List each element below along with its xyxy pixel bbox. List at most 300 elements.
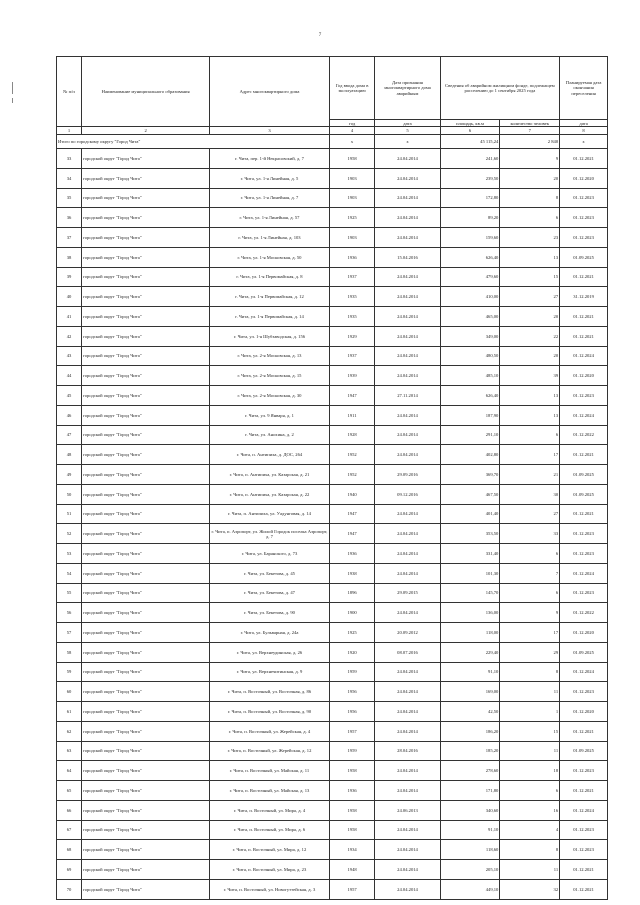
cell-no: 53 (57, 544, 82, 564)
cell-recognition-date: 08.07.2016 (375, 642, 440, 662)
cell-municipality: городской округ "Город Чита" (81, 149, 209, 169)
table-row (57, 603, 608, 623)
cell-recognition-date: 24.04.2014 (375, 405, 440, 425)
cell-people: 27 (500, 504, 560, 524)
cell-area: 186,20 (440, 721, 500, 741)
cell-people: 7 (500, 563, 560, 583)
cell-municipality: городской округ "Город Чита" (81, 504, 209, 524)
cell-planned-date: 01.12.2023 (560, 840, 608, 860)
cell-year: 1959 (329, 662, 375, 682)
cell-address: г. Чита, пер. 1-й Некрасовский, д. 7 (210, 149, 330, 169)
cell-year: 1957 (329, 879, 375, 899)
total-people: 2 840 (500, 135, 560, 149)
cell-no: 64 (57, 761, 82, 781)
header-no: № п/п (57, 57, 82, 127)
header-recognition: Дата признания многоквартирного дома аварийным (375, 57, 440, 120)
cell-planned-date: 01.12.2020 (560, 623, 608, 643)
cell-address: г. Чита, ул. 9 Января, д. 1 (210, 405, 330, 425)
cell-area: 291,10 (440, 425, 500, 445)
cell-no: 49 (57, 465, 82, 485)
cell-address: г. Чита, ул. Бульварная, д. 24а (210, 623, 330, 643)
cell-municipality: городской округ "Город Чита" (81, 761, 209, 781)
cell-municipality: городской округ "Город Чита" (81, 702, 209, 722)
cell-planned-date: 01.12.2023 (560, 188, 608, 208)
cell-area: 353,50 (440, 524, 500, 544)
table-row (57, 484, 608, 504)
cell-no: 35 (57, 188, 82, 208)
cell-address: г. Чита, ул. 1-я Первомайская, д. 12 (210, 287, 330, 307)
cell-year: 1937 (329, 267, 375, 287)
cell-year: 1936 (329, 544, 375, 564)
cell-planned-date: 01.12.2021 (560, 721, 608, 741)
cell-no: 50 (57, 484, 82, 504)
cell-recognition-date: 24.04.2014 (375, 781, 440, 801)
cell-municipality: городской округ "Город Чита" (81, 524, 209, 544)
cell-no: 57 (57, 623, 82, 643)
cell-no: 66 (57, 800, 82, 820)
cell-planned-date: 01.12.2020 (560, 168, 608, 188)
cell-planned-date: 01.12.2021 (560, 307, 608, 327)
subheader-date2: дата (560, 120, 608, 127)
col-number: 1 (57, 127, 82, 135)
cell-planned-date: 01.12.2024 (560, 405, 608, 425)
cell-area: 485,10 (440, 366, 500, 386)
cell-no: 51 (57, 504, 82, 524)
cell-year: 1903 (329, 188, 375, 208)
cell-people: 9 (500, 149, 560, 169)
table-row (57, 662, 608, 682)
cell-no: 67 (57, 820, 82, 840)
cell-year: 1937 (329, 346, 375, 366)
cell-people: 27 (500, 287, 560, 307)
cell-no: 58 (57, 642, 82, 662)
cell-municipality: городской округ "Город Чита" (81, 425, 209, 445)
cell-area: 118,00 (440, 623, 500, 643)
cell-area: 479,60 (440, 267, 500, 287)
cell-address: г. Чита, п. Антипиха, ул. Казарская, д. 21 (210, 465, 330, 485)
cell-recognition-date: 24.04.2014 (375, 504, 440, 524)
cell-municipality: городской округ "Город Чита" (81, 405, 209, 425)
cell-people: 32 (500, 879, 560, 899)
cell-municipality: городской округ "Город Чита" (81, 741, 209, 761)
margin-mark (12, 98, 16, 103)
cell-area: 187,90 (440, 405, 500, 425)
cell-address: г. Чита, ул. 1-я Линейная, д. 57 (210, 208, 330, 228)
cell-area: 369,70 (440, 465, 500, 485)
cell-address: г. Чита, п. Восточный, ул. Восточная, д. 86 (210, 682, 330, 702)
cell-planned-date: 01.12.2022 (560, 425, 608, 445)
cell-area: 410,00 (440, 287, 500, 307)
cell-people: 17 (500, 445, 560, 465)
cell-planned-date: 01.12.2023 (560, 208, 608, 228)
cell-area: 118,60 (440, 840, 500, 860)
table-row (57, 524, 608, 544)
cell-year: 1952 (329, 465, 375, 485)
cell-address: г. Чита, п. Антипиха, д. ДОС, 264 (210, 445, 330, 465)
table-row (57, 741, 608, 761)
cell-planned-date: 01.12.2022 (560, 603, 608, 623)
col-number: 7 (500, 127, 560, 135)
cell-year: 1958 (329, 800, 375, 820)
cell-recognition-date: 15.04.2016 (375, 247, 440, 267)
table-row (57, 445, 608, 465)
cell-year: 1925 (329, 623, 375, 643)
cell-people: 20 (500, 346, 560, 366)
header-planned: Планируемая дата окончания переселения (560, 57, 608, 120)
cell-address: г. Чита, п. Восточный, ул. Новогуттейская, д. 3 (210, 879, 330, 899)
cell-area: 159,60 (440, 228, 500, 248)
table-row (57, 267, 608, 287)
cell-people: 13 (500, 386, 560, 406)
cell-year: 1958 (329, 149, 375, 169)
cell-address: г. Чита, п. Антипиха, ул. Уадунговая, д. 14 (210, 504, 330, 524)
cell-people: 9 (500, 603, 560, 623)
cell-people: 16 (500, 800, 560, 820)
cell-municipality: городской округ "Город Чита" (81, 603, 209, 623)
cell-planned-date: 01.12.2021 (560, 781, 608, 801)
cell-people: 15 (500, 267, 560, 287)
cell-address: г. Чита, ул. 1-я Линейная, д. 103 (210, 228, 330, 248)
cell-municipality: городской округ "Город Чита" (81, 346, 209, 366)
cell-planned-date: 31.12.2019 (560, 287, 608, 307)
total-area: 45 115,24 (440, 135, 500, 149)
cell-recognition-date: 24.04.2014 (375, 879, 440, 899)
header-address: Адрес многоквартирного дома (210, 57, 330, 127)
table-row (57, 326, 608, 346)
cell-people: 23 (500, 228, 560, 248)
cell-people: 39 (500, 366, 560, 386)
cell-recognition-date: 24.04.2014 (375, 603, 440, 623)
cell-recognition-date: 24.04.2014 (375, 267, 440, 287)
cell-people: 8 (500, 188, 560, 208)
cell-municipality: городской округ "Город Чита" (81, 168, 209, 188)
cell-year: 1940 (329, 484, 375, 504)
cell-area: 205,10 (440, 860, 500, 880)
cell-no: 68 (57, 840, 82, 860)
cell-year: 1947 (329, 386, 375, 406)
table-row (57, 307, 608, 327)
cell-address: г. Чита, п. Восточный, ул. Мира, д. 4 (210, 800, 330, 820)
cell-recognition-date: 24.04.2014 (375, 860, 440, 880)
cell-area: 42,50 (440, 702, 500, 722)
cell-recognition-date: 24.06.2013 (375, 800, 440, 820)
table-row (57, 563, 608, 583)
cell-municipality: городской округ "Город Чита" (81, 800, 209, 820)
cell-year: 1958 (329, 820, 375, 840)
cell-address: г. Чита, ул. Верхнечитинская, д. 9 (210, 662, 330, 682)
cell-area: 349,00 (440, 326, 500, 346)
cell-area: 340,60 (440, 800, 500, 820)
cell-no: 39 (57, 267, 82, 287)
cell-year: 1939 (329, 366, 375, 386)
table-row (57, 228, 608, 248)
cell-municipality: городской округ "Город Чита" (81, 820, 209, 840)
cell-people: 20 (500, 168, 560, 188)
cell-year: 1956 (329, 682, 375, 702)
header-year: Год ввода дома в эксплуатацию (329, 57, 375, 120)
cell-people: 8 (500, 662, 560, 682)
cell-municipality: городской округ "Город Чита" (81, 307, 209, 327)
cell-planned-date: 01.12.2021 (560, 879, 608, 899)
cell-no: 52 (57, 524, 82, 544)
cell-area: 145,70 (440, 583, 500, 603)
total-year: x (329, 135, 375, 149)
cell-planned-date: 01.12.2021 (560, 445, 608, 465)
cell-recognition-date: 24.04.2014 (375, 662, 440, 682)
cell-no: 65 (57, 781, 82, 801)
cell-address: г. Чита, п. Восточный, ул. Восточная, д. 90 (210, 702, 330, 722)
cell-municipality: городской округ "Город Чита" (81, 247, 209, 267)
subheader-year: год (329, 120, 375, 127)
cell-year: 1900 (329, 603, 375, 623)
cell-no: 37 (57, 228, 82, 248)
cell-recognition-date: 24.04.2014 (375, 168, 440, 188)
cell-recognition-date: 24.04.2014 (375, 840, 440, 860)
cell-people: 13 (500, 247, 560, 267)
table-row (57, 287, 608, 307)
cell-area: 185,20 (440, 741, 500, 761)
cell-year: 1938 (329, 563, 375, 583)
cell-no: 62 (57, 721, 82, 741)
cell-area: 480,50 (440, 346, 500, 366)
cell-no: 56 (57, 603, 82, 623)
subheader-date: дата (375, 120, 440, 127)
cell-year: 1958 (329, 761, 375, 781)
cell-no: 70 (57, 879, 82, 899)
cell-recognition-date: 24.04.2014 (375, 326, 440, 346)
cell-planned-date: 01.12.2021 (560, 149, 608, 169)
cell-area: 402,80 (440, 445, 500, 465)
cell-no: 46 (57, 405, 82, 425)
cell-year: 1948 (329, 860, 375, 880)
cell-area: 101,30 (440, 563, 500, 583)
col-number: 2 (81, 127, 209, 135)
table-row (57, 208, 608, 228)
table-row (57, 346, 608, 366)
table-row (57, 860, 608, 880)
cell-planned-date: 01.12.2023 (560, 386, 608, 406)
cell-no: 33 (57, 149, 82, 169)
cell-recognition-date: 24.04.2014 (375, 346, 440, 366)
cell-address: г. Чита, п. Восточный, ул. Майская, д. 13 (210, 781, 330, 801)
cell-municipality: городской округ "Город Чита" (81, 781, 209, 801)
cell-municipality: городской округ "Город Чита" (81, 544, 209, 564)
table-row (57, 642, 608, 662)
cell-address: г. Чита, ул. 1-я Линейная, д. 5 (210, 168, 330, 188)
cell-municipality: городской округ "Город Чита" (81, 386, 209, 406)
cell-recognition-date: 27.11.2014 (375, 386, 440, 406)
cell-year: 1959 (329, 741, 375, 761)
table-row (57, 721, 608, 741)
col-number: 8 (560, 127, 608, 135)
table-row (57, 840, 608, 860)
cell-municipality: городской округ "Город Чита" (81, 682, 209, 702)
cell-recognition-date: 24.04.2014 (375, 208, 440, 228)
cell-address: г. Чита, ул. 2-я Московская, д. 15 (210, 366, 330, 386)
cell-municipality: городской округ "Город Чита" (81, 879, 209, 899)
cell-recognition-date: 24.04.2014 (375, 425, 440, 445)
cell-area: 449,10 (440, 879, 500, 899)
table-row (57, 188, 608, 208)
cell-planned-date: 01.12.2024 (560, 800, 608, 820)
cell-year: 1956 (329, 702, 375, 722)
table-row (57, 366, 608, 386)
total-date: x (375, 135, 440, 149)
cell-municipality: городской округ "Город Чита" (81, 860, 209, 880)
cell-year: 1957 (329, 721, 375, 741)
page-number: 7 (318, 33, 322, 38)
cell-address: г. Чита, ул. 1-я Линейная, д. 7 (210, 188, 330, 208)
cell-year: 1903 (329, 168, 375, 188)
table-row (57, 544, 608, 564)
col-number: 4 (329, 127, 375, 135)
cell-municipality: городской округ "Город Чита" (81, 287, 209, 307)
cell-recognition-date: 28.04.2016 (375, 741, 440, 761)
cell-no: 43 (57, 346, 82, 366)
cell-year: 1952 (329, 445, 375, 465)
header-municipality: Наименование муниципального образования (81, 57, 209, 127)
table-row (57, 820, 608, 840)
cell-address: г. Чита, п. Восточный, ул. Мира, д. 6 (210, 820, 330, 840)
table-row (57, 781, 608, 801)
cell-planned-date: 01.12.2021 (560, 267, 608, 287)
cell-recognition-date: 29.09.2015 (375, 583, 440, 603)
cell-no: 55 (57, 583, 82, 603)
cell-municipality: городской округ "Город Чита" (81, 662, 209, 682)
cell-address: г. Чита, ул. 1-я Московская, д. 50 (210, 247, 330, 267)
cell-address: г. Чита, ул. Верхнеудинская, д. 26 (210, 642, 330, 662)
cell-no: 69 (57, 860, 82, 880)
cell-recognition-date: 24.04.2014 (375, 761, 440, 781)
cell-year: 1925 (329, 208, 375, 228)
cell-no: 40 (57, 287, 82, 307)
cell-year: 1911 (329, 405, 375, 425)
cell-recognition-date: 24.04.2014 (375, 149, 440, 169)
cell-area: 401,40 (440, 504, 500, 524)
cell-area: 172,80 (440, 188, 500, 208)
cell-planned-date: 01.12.2023 (560, 524, 608, 544)
cell-municipality: городской округ "Город Чита" (81, 465, 209, 485)
cell-people: 6 (500, 425, 560, 445)
cell-recognition-date: 24.04.2014 (375, 366, 440, 386)
cell-planned-date: 01.12.2020 (560, 366, 608, 386)
cell-address: г. Чита, п. Восточный, ул. Жерейская, д. 4 (210, 721, 330, 741)
cell-no: 38 (57, 247, 82, 267)
table-row (57, 879, 608, 899)
col-number: 5 (375, 127, 440, 135)
table-row (57, 583, 608, 603)
cell-people: 22 (500, 326, 560, 346)
cell-address: г. Чита, п. Антипиха, ул. Казарская, д. 22 (210, 484, 330, 504)
cell-address: г. Чита, п. Аэропорт, ул. Жилой Городок поселка Аэропорт, д. 7 (210, 524, 330, 544)
cell-address: г. Чита, ул. 2-я Московская, д. 13 (210, 346, 330, 366)
cell-recognition-date: 24.04.2014 (375, 544, 440, 564)
cell-municipality: городской округ "Город Чита" (81, 642, 209, 662)
cell-recognition-date: 24.04.2014 (375, 721, 440, 741)
cell-recognition-date: 24.04.2014 (375, 287, 440, 307)
cell-planned-date: 01.12.2024 (560, 563, 608, 583)
cell-area: 467,50 (440, 484, 500, 504)
cell-planned-date: 01.12.2024 (560, 662, 608, 682)
total-label: Итого по городскому округу "Город Чита" (57, 135, 330, 149)
cell-year: 1947 (329, 524, 375, 544)
table-row (57, 465, 608, 485)
cell-address: г. Чита, ул. 2-я Московская, д. 30 (210, 386, 330, 406)
cell-municipality: городской округ "Город Чита" (81, 721, 209, 741)
cell-year: 1920 (329, 642, 375, 662)
cell-recognition-date: 24.04.2014 (375, 820, 440, 840)
cell-address: г. Чита, ул. 1-я Первомайская, д. 14 (210, 307, 330, 327)
header-info: Сведения об аварийном жилищном фонде, подлежащем расселению до 1 сентября 2025 года (440, 57, 560, 120)
cell-people: 18 (500, 761, 560, 781)
cell-municipality: городской округ "Город Чита" (81, 563, 209, 583)
cell-people: 20 (500, 307, 560, 327)
cell-municipality: городской округ "Город Чита" (81, 208, 209, 228)
cell-planned-date: 01.12.2023 (560, 820, 608, 840)
cell-recognition-date: 29.09.2016 (375, 465, 440, 485)
cell-people: 6 (500, 781, 560, 801)
cell-municipality: городской округ "Город Чита" (81, 366, 209, 386)
cell-recognition-date: 24.04.2014 (375, 524, 440, 544)
cell-address: г. Чита, п. Восточный, ул. Майская, д. 11 (210, 761, 330, 781)
cell-people: 11 (500, 741, 560, 761)
cell-municipality: городской округ "Город Чита" (81, 623, 209, 643)
cell-address: г. Чита, ул. Бекетова, д. 90 (210, 603, 330, 623)
cell-area: 626,40 (440, 247, 500, 267)
cell-municipality: городской округ "Город Чита" (81, 267, 209, 287)
cell-area: 169,00 (440, 682, 500, 702)
cell-people: 11 (500, 682, 560, 702)
cell-area: 171,80 (440, 781, 500, 801)
cell-people: 6 (500, 583, 560, 603)
table-row (57, 504, 608, 524)
cell-planned-date: 01.12.2020 (560, 702, 608, 722)
cell-recognition-date: 24.04.2014 (375, 228, 440, 248)
cell-area: 229,40 (440, 642, 500, 662)
cell-no: 61 (57, 702, 82, 722)
table-row (57, 405, 608, 425)
cell-address: г. Чита, ул. 1-я Шубзаводская, д. 156 (210, 326, 330, 346)
cell-municipality: городской округ "Город Чита" (81, 484, 209, 504)
cell-area: 89,20 (440, 208, 500, 228)
cell-planned-date: 01.09.2025 (560, 484, 608, 504)
cell-no: 44 (57, 366, 82, 386)
subheader-area: площадь, кв.м (440, 120, 500, 127)
cell-people: 11 (500, 860, 560, 880)
cell-no: 48 (57, 445, 82, 465)
table-row (57, 386, 608, 406)
cell-no: 54 (57, 563, 82, 583)
cell-year: 1936 (329, 781, 375, 801)
cell-area: 626,40 (440, 386, 500, 406)
cell-no: 60 (57, 682, 82, 702)
table-row (57, 425, 608, 445)
table-row (57, 247, 608, 267)
cell-planned-date: 01.12.2021 (560, 860, 608, 880)
table-row (57, 702, 608, 722)
cell-no: 47 (57, 425, 82, 445)
table-row (57, 623, 608, 643)
cell-area: 239,50 (440, 168, 500, 188)
cell-planned-date: 01.12.2023 (560, 682, 608, 702)
cell-year: 1903 (329, 228, 375, 248)
cell-planned-date: 01.09.2025 (560, 465, 608, 485)
cell-recognition-date: 24.04.2014 (375, 445, 440, 465)
cell-municipality: городской округ "Город Чита" (81, 445, 209, 465)
cell-recognition-date: 24.04.2014 (375, 307, 440, 327)
cell-people: 13 (500, 405, 560, 425)
cell-address: г. Чита, ул. Бекетова, д. 47 (210, 583, 330, 603)
